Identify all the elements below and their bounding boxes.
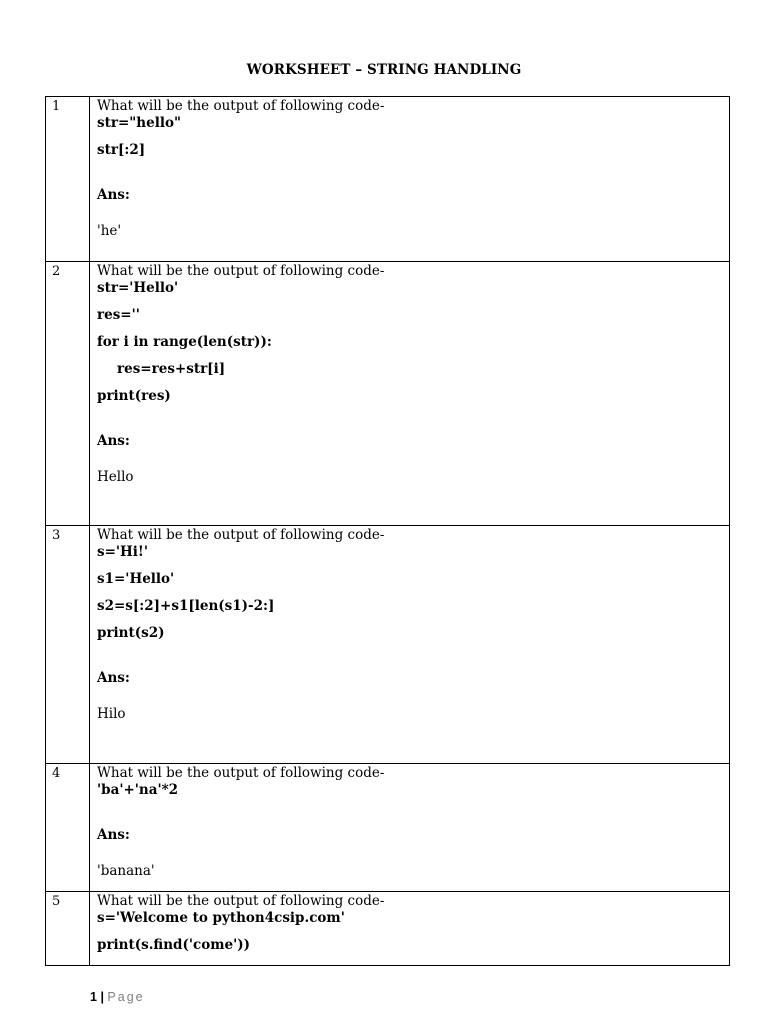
- question-number: 5: [46, 892, 90, 966]
- answer-label: Ans:: [97, 827, 130, 843]
- page-number: 1: [90, 990, 97, 1004]
- worksheet-title: WORKSHEET – STRING HANDLING: [246, 62, 522, 78]
- question-number: 4: [46, 764, 90, 892]
- question-row-3: [46, 526, 730, 764]
- answer-label: Ans:: [97, 433, 130, 449]
- question-number: 1: [46, 97, 90, 262]
- answer-text: 'he': [97, 223, 122, 239]
- question-prompt: What will be the output of following code-: [97, 263, 385, 279]
- question-prompt: What will be the output of following code-: [97, 98, 385, 114]
- code-line: str="hello": [97, 115, 181, 131]
- answer-label: Ans:: [97, 670, 130, 686]
- question-row-5: [46, 892, 730, 966]
- question-body: [90, 526, 730, 764]
- answer-text: 'banana': [97, 863, 155, 879]
- question-body: [90, 97, 730, 262]
- answer-text: Hello: [97, 469, 134, 485]
- code-line: s='Welcome to python4csip.com': [97, 910, 345, 926]
- code-line: print(res): [97, 388, 171, 404]
- page-footer: [90, 990, 145, 1004]
- question-number: 2: [46, 262, 90, 526]
- code-line: res='': [97, 307, 140, 323]
- question-body: [90, 764, 730, 892]
- code-line: s='Hi!': [97, 544, 148, 560]
- code-line: for i in range(len(str)):: [97, 334, 272, 350]
- question-prompt: What will be the output of following code-: [97, 765, 385, 781]
- code-line: str='Hello': [97, 280, 179, 296]
- page-separator: |: [100, 990, 104, 1004]
- question-row-4: [46, 764, 730, 892]
- question-prompt: What will be the output of following code-: [97, 527, 385, 543]
- code-line: s2=s[:2]+s1[len(s1)-2:]: [97, 598, 275, 614]
- question-prompt: What will be the output of following code-: [97, 893, 385, 909]
- page-label: Page: [107, 990, 145, 1004]
- question-body: [90, 892, 730, 966]
- code-line: res=res+str[i]: [117, 361, 226, 377]
- code-line: str[:2]: [97, 142, 146, 158]
- answer-label: Ans:: [97, 187, 130, 203]
- question-row-2: [46, 262, 730, 526]
- worksheet-table: [45, 96, 730, 966]
- code-line: print(s2): [97, 625, 165, 641]
- question-row-1: [46, 97, 730, 262]
- code-line: 'ba'+'na'*2: [97, 782, 179, 798]
- question-number: 3: [46, 526, 90, 764]
- question-body: [90, 262, 730, 526]
- answer-text: Hilo: [97, 706, 126, 722]
- code-line: s1='Hello': [97, 571, 175, 587]
- code-line: print(s.find('come')): [97, 937, 251, 953]
